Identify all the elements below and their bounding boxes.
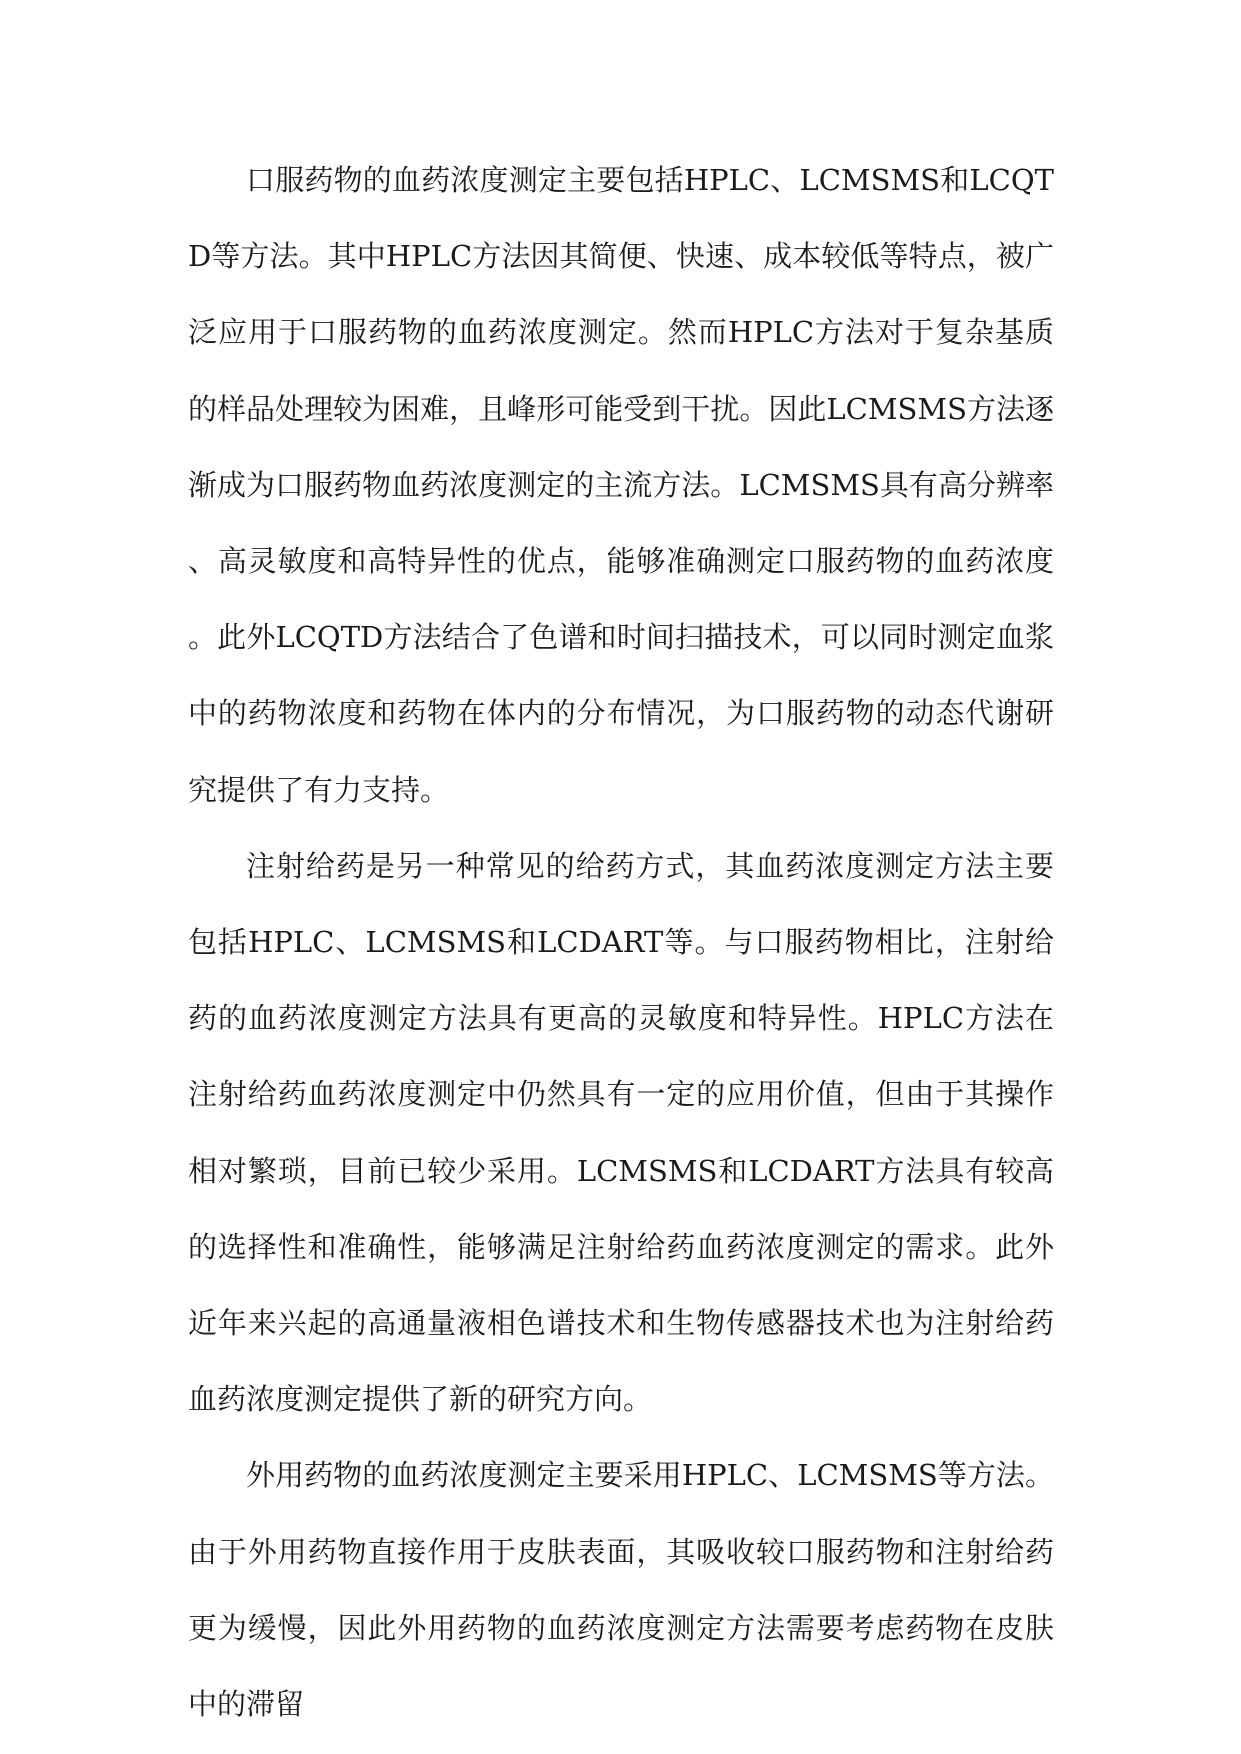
body-text xyxy=(188,142,1054,1742)
paragraph-oral-drugs: 口服药物的血药浓度测定主要包括HPLC、LCMSMS和LCQTD等方法。其中HPLC方法因其简便、快速、成本较低等特点，被广泛应用于口服药物的血药浓度测定。然而HPLC方法对于复杂基质的样品处理较为困难，且峰形可能受到干扰。因此LCMSMS方法逐渐成为口服药物血药浓度测定的主流方法。LCMSMS具有高分辨率、高灵敏度和高特异性的优点，能够准确测定口服药物的血药浓度。此外LCQTD方法结合了色谱和时间扫描技术，可以同时测定血浆中的药物浓度和药物在体内的分布情况，为口服药物的动态代谢研究提供了有力支持。 xyxy=(188,163,1054,807)
paragraph-topical-drugs: 外用药物的血药浓度测定主要采用HPLC、LCMSMS等方法。由于外用药物直接作用于皮肤表面，其吸收较口服药物和注射给药更为缓慢，因此外用药物的血药浓度测定方法需要考虑药物在皮肤中的滞留 xyxy=(188,1458,1054,1722)
paragraph-injection: 注射给药是另一种常见的给药方式，其血药浓度测定方法主要包括HPLC、LCMSMS和LCDART等。与口服药物相比，注射给药的血药浓度测定方法具有更高的灵敏度和特异性。HPLC方法在注射给药血药浓度测定中仍然具有一定的应用价值，但由于其操作相对繁琐，目前已较少采用。LCMSMS和LCDART方法具有较高的选择性和准确性，能够满足注射给药血药浓度测定的需求。此外近年来兴起的高通量液相色谱技术和生物传感器技术也为注射给药血药浓度测定提供了新的研究方向。 xyxy=(188,848,1054,1417)
